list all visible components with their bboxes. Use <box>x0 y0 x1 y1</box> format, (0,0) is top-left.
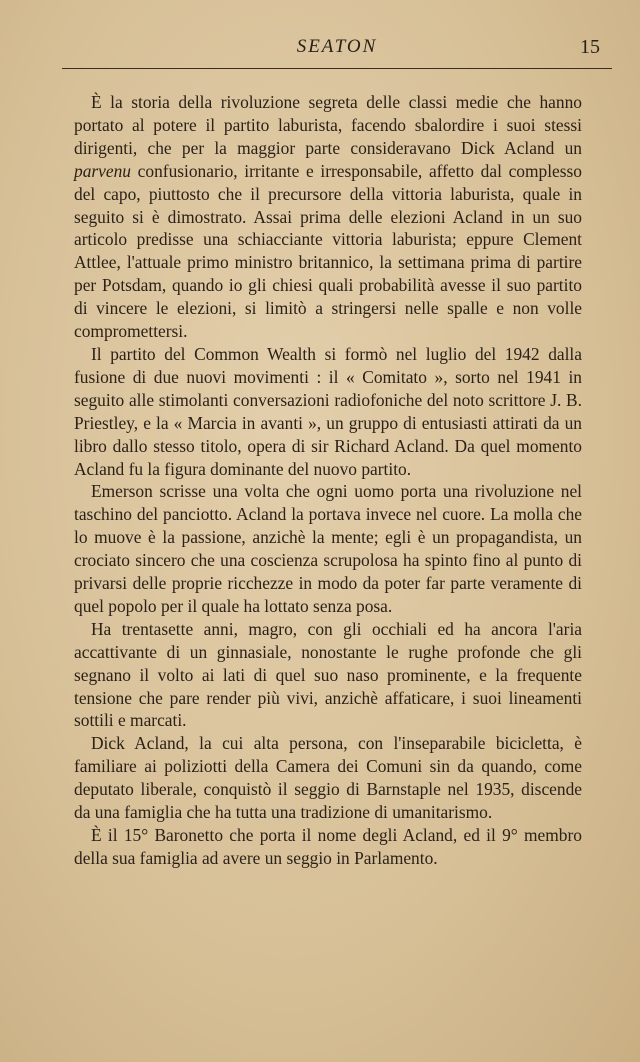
paragraph-1-italic-term: parvenu <box>74 160 131 181</box>
header-rule <box>62 68 612 69</box>
body-text <box>74 91 582 870</box>
paragraph-5: Dick Acland, la cui alta persona, con l'inseparabile bicicletta, è familiare ai poliziotti della Camera dei Comuni sin da quando, come deputato liberale, conquistò il seggio di Barnstaple nel 1935, discende da una famiglia che ha tutta una tradizione di umanitarismo. <box>74 733 582 823</box>
paragraph-1-text-before: È la storia della rivoluzione segreta delle classi medie che hanno portato al potere il partito laburista, facendo sbalordire i suoi stessi dirigenti, che per la maggior parte consideravano Dick Acland un <box>74 92 582 158</box>
paragraph-1-text-after: confusionario, irritante e irresponsabile, affetto dal complesso del capo, piuttosto che il precursore della vittoria laburista, quale in seguito si è dimostrato. Assai prima delle elezioni Acland in un suo articolo predisse una schiacciante vittoria laburista; eppure Clement Attlee, l'attuale primo ministro britannico, la settimana prima di partire per Potsdam, quando io gli chiesi quali probabilità avesse il suo partito di vincere le elezioni, si limitò a stringersi nelle spalle e non volle compromettersi. <box>74 160 582 342</box>
paragraph-3: Emerson scrisse una volta che ogni uomo porta una rivoluzione nel taschino del panciotto. Acland la portava invece nel cuore. La molla che lo muove è la passione, anzichè la mente; egli è un propagandista, un crociato sincero che una coscienza scrupolosa ha spinto fino al punto di privarsi delle proprie ricchezze in modo da poter far parte veramente di quel popolo per il quale ha lottato senza posa. <box>74 481 582 616</box>
page-number: 15 <box>580 36 600 58</box>
paragraph-6: È il 15° Baronetto che porta il nome degli Acland, ed il 9° membro della sua famiglia ad avere un seggio in Parlamento. <box>74 825 582 868</box>
paragraph-4: Ha trentasette anni, magro, con gli occhiali ed ha ancora l'aria accattivante di un ginnasiale, nonostante le rughe profonde che gli segnano il volto ai lati di quel suo naso prominente, e la frequente tensione che pare render più vivi, anzichè affaticare, i suoi lineamenti sottili e marcati. <box>74 618 582 731</box>
paragraph-2: Il partito del Common Wealth si formò nel luglio del 1942 dalla fusione di due nuovi movimenti : il « Comitato », sorto nel 1941 in seguito alle stimolanti conversazioni radiofoniche del noto scrittore J. B. Priestley, e la « Marcia in avanti », un gruppo di entusiasti attirati da un libro dallo stesso titolo, opera di sir Richard Acland. Da quel momento Acland fu la figura dominante del nuovo partito. <box>74 343 582 479</box>
running-head: SEATON <box>296 36 378 57</box>
paragraph-1 <box>74 91 582 343</box>
page-header <box>62 36 612 68</box>
